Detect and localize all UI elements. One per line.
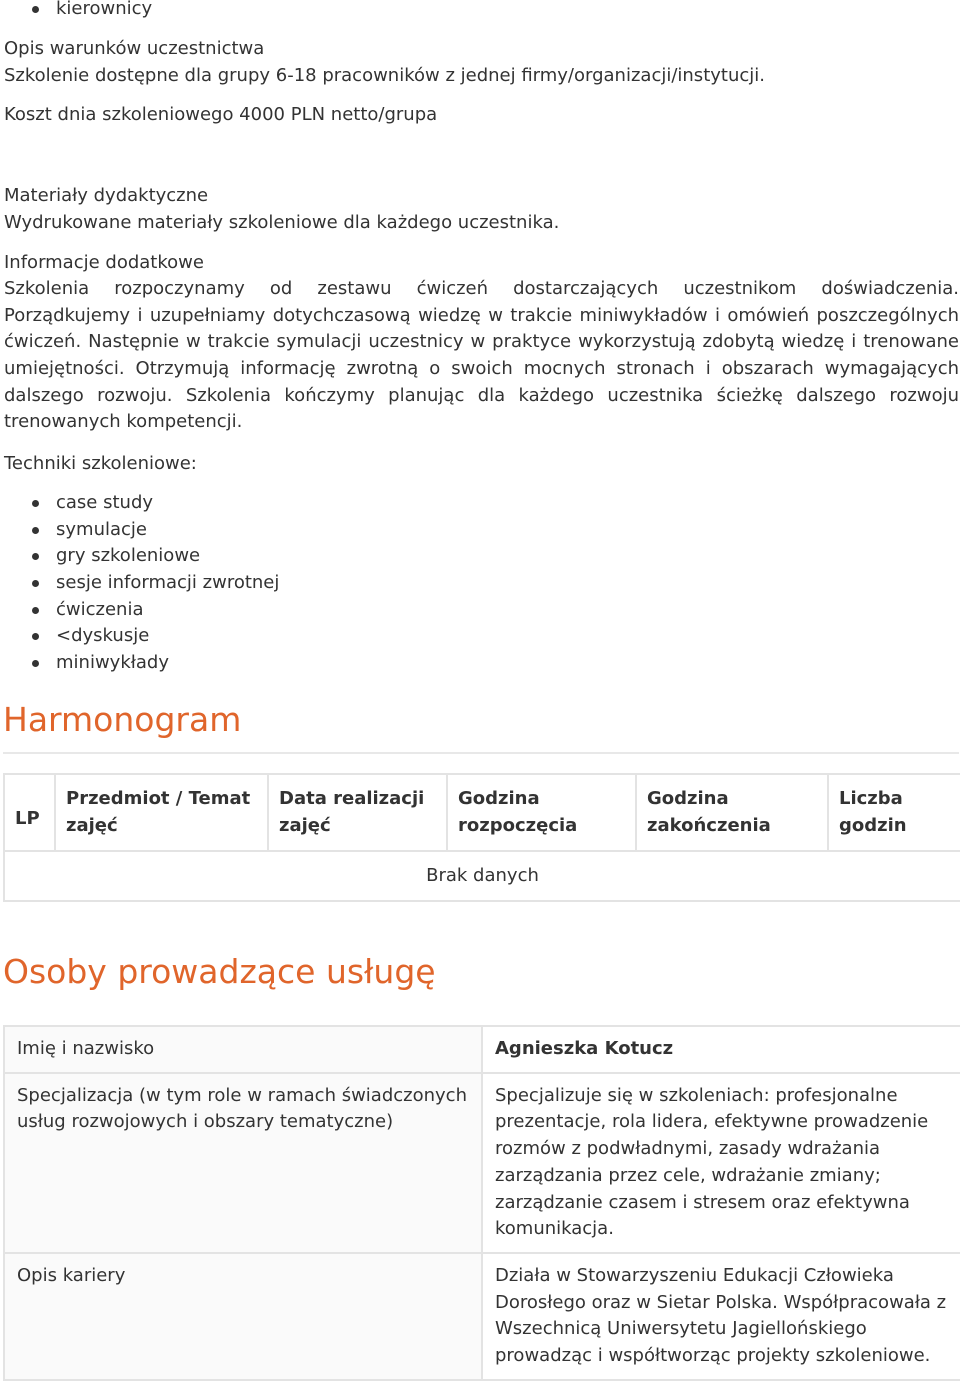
warunki-line-1: Szkolenie dostępne dla grupy 6-18 pracowników z jednej firmy/organizacji/instytucji. xyxy=(4,65,765,86)
column-header-liczba-godzin: Liczba godzin xyxy=(828,774,960,851)
informacje-line: Porządkujemy i uzupełniamy dotychczasową wiedzę w trakcie miniwykładów i omówień poszczególnych xyxy=(4,304,959,326)
table-row xyxy=(4,1026,960,1073)
table-row xyxy=(4,1253,960,1380)
informacje-line: ćwiczeń. Następnie w trakcie symulacji uczestnicy w praktyce wykorzystują zdobytą wiedzę i trenowane xyxy=(4,331,959,353)
list-item: miniwykłady xyxy=(0,650,279,677)
informacje-line: dalszego rozwoju. Szkolenia kończymy planując dla każdego uczestnika ścieżkę dalszego rozwoju xyxy=(4,384,959,406)
list-item: case study xyxy=(0,490,279,517)
list-item: <dyskusje xyxy=(0,623,279,650)
informacje-text xyxy=(4,276,959,436)
materialy-text: Wydrukowane materiały szkoleniowe dla każdego uczestnika. xyxy=(4,212,560,233)
informacje-line: trenowanych kompetencji. xyxy=(4,411,243,433)
column-header-godzina-zakonczenia: Godzina zakończenia xyxy=(636,774,828,851)
table-row xyxy=(4,851,960,901)
informacje-line: umiejętności. Otrzymują informację zwrotną o swoich mocnych stronach i obszarach wymagających xyxy=(4,358,959,380)
list-item: sesje informacji zwrotnej xyxy=(0,570,279,597)
row-label: Opis kariery xyxy=(4,1253,482,1380)
divider xyxy=(3,752,959,754)
informacje-title: Informacje dodatkowe xyxy=(4,252,204,273)
row-value: Działa w Stowarzyszeniu Edukacji Człowieka Dorosłego oraz w Sietar Polska. Współpracowała z Wszechnicą Uniwersytetu Jagiellońskiego prowadząc i współtworząc projekty szkoleniowe. xyxy=(482,1253,960,1380)
row-label: Imię i nazwisko xyxy=(4,1026,482,1073)
materialy-title: Materiały dydaktyczne xyxy=(4,185,209,206)
column-header-lp: LP xyxy=(4,774,55,851)
list-item: kierownicy xyxy=(0,0,152,23)
list-item: ćwiczenia xyxy=(0,597,279,624)
empty-state: Brak danych xyxy=(4,851,960,901)
table-row xyxy=(4,1073,960,1253)
row-label: Specjalizacja (w tym role w ramach świadczonych usług rozwojowych i obszary tematyczne) xyxy=(4,1073,482,1253)
list-item: gry szkoleniowe xyxy=(0,543,279,570)
osoby-heading: Osoby prowadzące usługę xyxy=(3,952,436,991)
warunki-title: Opis warunków uczestnictwa xyxy=(4,38,265,59)
column-header-data: Data realizacji zajęć xyxy=(268,774,447,851)
osoby-table xyxy=(3,1025,960,1381)
column-header-godzina-rozpoczecia: Godzina rozpoczęcia xyxy=(447,774,636,851)
trainer-name: Agnieszka Kotucz xyxy=(482,1026,960,1073)
row-value: Specjalizuje się w szkoleniach: profesjonalne prezentacje, rola lidera, efektywne prowadzenie rozmów z podwładnymi, zasady wdrażania zarządzania przez cele, wdrażanie zmiany; zarządzanie czasem i stresem oraz efektywna komunikacja. xyxy=(482,1073,960,1253)
column-header-temat: Przedmiot / Temat zajęć xyxy=(55,774,268,851)
list-item: symulacje xyxy=(0,517,279,544)
top-bullet-list xyxy=(0,0,152,23)
table-header-row xyxy=(4,774,960,851)
techniki-list xyxy=(0,490,279,677)
warunki-line-2: Koszt dnia szkoleniowego 4000 PLN netto/grupa xyxy=(4,104,438,125)
harmonogram-heading: Harmonogram xyxy=(3,700,242,739)
techniki-title: Techniki szkoleniowe: xyxy=(4,453,197,474)
harmonogram-table xyxy=(3,773,960,902)
informacje-line: Szkolenia rozpoczynamy od zestawu ćwiczeń dostarczających uczestnikom doświadczenia. xyxy=(4,278,959,299)
